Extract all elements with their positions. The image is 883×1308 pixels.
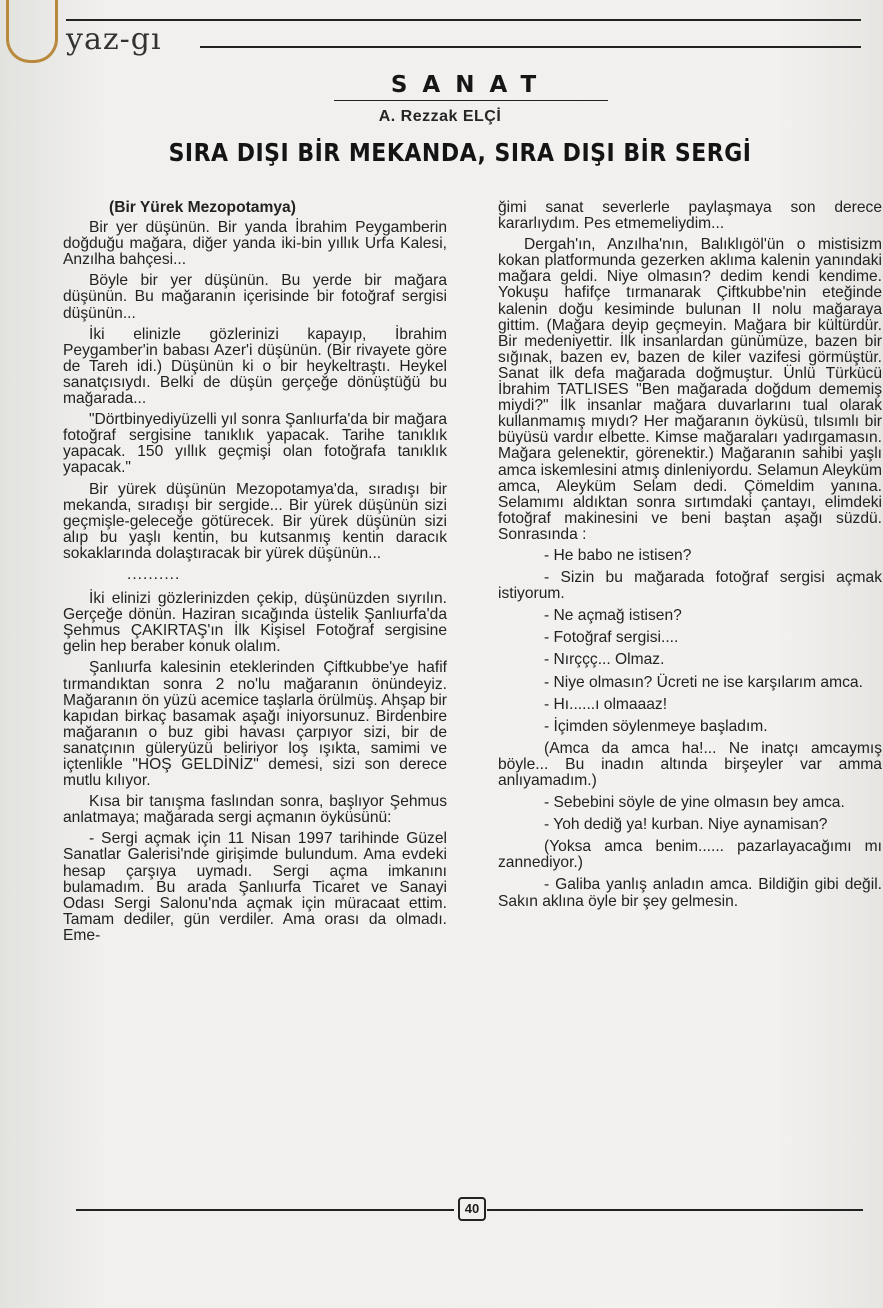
dialogue-line: - Yoh dediğ ya! kurban. Niye aynamisan? [544,816,828,834]
paragraph: Şanlıurfa kalesinin eteklerinden Çiftkubbe'ye hafif tırmandıktan sonra 2 no'lu mağaranın önündeyiz. Mağaranın ön yüzü acemice taşlarla örülmüş. Ahşap bir kapıdan birkaç basamak aşağı iniyorsunuz. Birdenbire mağaranın o buz gibi havası çarpıyor sizi, bir de sanatçının güleryüzü beliriyor loş ışıkta, samimi ve içtenlikle "HOŞ GELDİNİZ" demesi, sizi son derece mutlu kılıyor. [63,659,447,790]
right-column [498,200,882,916]
author-name: A. Rezzak ELÇİ [378,108,502,125]
dialogue-line: - Fotoğraf sergisi.... [544,629,679,647]
paragraph: Bir yürek düşünün Mezopotamya'da, sıradışı bir mekanda, sıradışı bir sergide... Bir yürek düşünün sizi geçmişle-geleceğe götürecek. Bir yürek düşünün sizi alıp bu yaşlı kentin, bu kutsanmış kentin daracık sokaklarında dolaştıracak bir yürek düşünün... [63,480,447,562]
paragraph: Dergah'ın, Anzılha'nın, Balıklıgöl'ün o mistisizm kokan platformunda gezerken aklıma kalenin yanındaki mağara geldi. Niye olmasın? dedim kendi kendime. Yokuşu hafifçe tırmanarak Çiftkubbe'nin eteğinde kalenin doğu kesiminde bulunan II nolu mağaraya gittim. (Mağara deyip geçmeyin. Mağara bir kültürdür. Bir medeniyettir. İlk insanlardan günümüze, bazen bir sığınak, bazen ev, bazen de kiler vazifesi görmüştür. Sanat ilk defa mağarada doğmuştur. Ünlü Türkücü İbrahim TATLISES "Ben mağarada doğdum dememiş miydi?" İlk insanlar mağara duvarlarını tual olarak kullanmamış mıydı? Her mağaranın öyküsü, tılsımlı bir büyüsü vardır elbette. Kimse mağaraları yadırgamasın. Mağara gelenektir, görenektir.) Mağaranın sahibi yaşlı amca iskemlesini atmış dinleniyordu. Selamun Aleyküm amca, Aleyküm Selam dedi. Çömeldim yanına. Selamımı aldıktan sonra sırtımdaki çantayı, elimdeki fotoğraf makinesini ve beni baştan aşağı süzdü. Sonrasında : [498,236,882,543]
header-rule-bottom [200,46,861,48]
dialogue-line: - Ne açmağ istisen? [544,607,682,625]
dialogue-line: - İçimden söylenmeye başladım. [544,717,768,735]
dialogue-line: - Hı......ı olmaaaz! [544,695,668,713]
paragraph: "Dörtbinyediyüzelli yıl sonra Şanlıurfa'da bir mağara fotoğraf sergisine tanıklık yapacak. Tarihe tanıklık yapacak. 150 yıllık geçmişi olan fotoğrafa tanıklık yapacak." [63,411,447,477]
footer-rule-left [76,1209,454,1211]
paragraph: Bir yer düşünün. Bir yanda İbrahim Peygamberin doğduğu mağara, diğer yanda iki-bin yıllık Urfa Kalesi, Anzılha bahçesi... [63,219,447,269]
page-number: 40 [458,1197,486,1221]
header-rule-top [66,19,861,21]
dialogue-line: (Yoksa amca benim...... pazarlayacağımı mı zannediyor.) [498,838,882,872]
paragraph: - Sergi açmak için 11 Nisan 1997 tarihinde Güzel Sanatlar Galerisi'nde girişimde bulundum. Ama evdeki hesap çarşıya uymadı. Sergi açma imkanını bulamadım. Bu arada Şanlıurfa Ticaret ve Sanayi Odası Sergi Salonu'nda açmak için müracaat ettim. Tamam dediler, gün verdiler. Ama orası da olmadı. Eme- [63,830,447,944]
paragraph: ğimi sanat severlerle paylaşmaya son derece kararlıydım. Pes etmemeliydim... [498,199,882,233]
section-divider-dots: .......... [127,565,181,583]
article-title: SIRA DIŞI BİR MEKANDA, SIRA DIŞI BİR SERGİ [168,139,752,168]
magazine-logo: yaz-gı [66,22,162,57]
left-column [63,200,447,949]
dialogue-line: - Sizin bu mağarada fotoğraf sergisi açmak istiyorum. [498,569,882,603]
footer-rule-right [487,1209,863,1211]
paragraph: İki elinizi gözlerinizden çekip, düşünüzden sıyrılın. Gerçeğe dönün. Haziran sıcağında üstelik Şanlıurfa'da Şehmus ÇAKIRTAŞ'ın İlk Kişisel Fotoğraf sergisine gelin hep beraber konuk olalım. [63,590,447,656]
dialogue-line: - Nırççç... Olmaz. [544,651,665,669]
dialogue-line: - Sebebini söyle de yine olmasın bey amca. [544,794,845,812]
dialogue-line: (Amca da amca ha!... Ne inatçı amcaymış böyle... Bu inadın altında birşeyler var amma anlıyamadım.) [498,739,882,789]
paragraph: Kısa bir tanışma faslından sonra, başlıyor Şehmus anlatmaya; mağarada sergi açmanın öyküsünü: [63,793,447,827]
paper-clip-icon [6,0,58,63]
section-label: SANAT [334,72,608,101]
article-subhead: (Bir Yürek Mezopotamya) [109,199,296,216]
dialogue-line: - He babo ne istisen? [544,546,692,564]
paragraph: Böyle bir yer düşünün. Bu yerde bir mağara düşünün. Bu mağaranın içerisinde bir fotoğraf sergisi düşünün... [63,272,447,322]
dialogue-line: - Niye olmasın? Ücreti ne ise karşılarım amca. [544,673,863,691]
dialogue-line: - Galiba yanlış anladın amca. Bildiğin gibi değil. Sakın aklına öyle bir şey gelmesin. [498,876,882,910]
paragraph: İki elinizle gözlerinizi kapayıp, İbrahim Peygamber'in babası Azer'i düşünün. (Bir rivayete göre de Tareh idi.) Düşünün ki o bir heykeltraştı. Heykel sanatçısıydı. Belki de düşün gerçeğe dönüştüğü bu mağarada... [63,325,447,408]
